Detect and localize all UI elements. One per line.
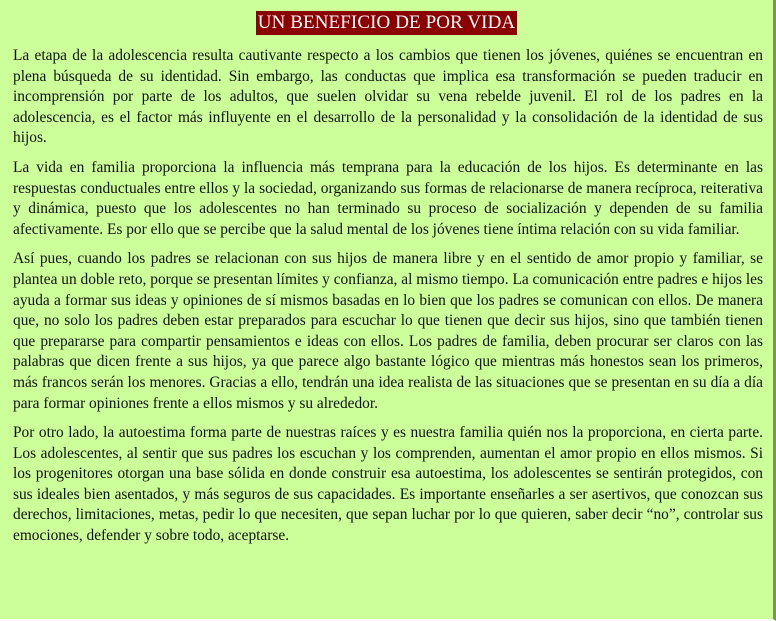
paragraph-4: Por otro lado, la autoestima forma parte de nuestras raíces y es nuestra familia quién nos la proporciona, en cierta parte. Los adolescentes, al sentir que sus padres los escuchan y los comprenden, aumentan el amor propio en ellos mismos. Si los progenitores otorgan una base sólida en donde construir esa autoestima, los adolescentes se sentirán protegidos, con sus ideales bien asentados, y más seguros de sus capacidades. Es importante enseñarles a ser asertivos, que conozcan sus derechos, limitaciones, metas, pedir lo que necesiten, que sepan luchar por lo que quieren, saber decir “no”, controlar sus emociones, defender y sobre todo, aceptarse. bbox=[13, 424, 763, 545]
paragraph-2: La vida en familia proporciona la influencia más temprana para la educación de los hijos. Es determinante en las respuestas conductuales entre ellos y la sociedad, organizando sus formas de relacionarse de manera recíproca, reiterativa y dinámica, puesto que los adolescentes no han terminado su proceso de socialización y dependen de su familia afectivamente. Es por ello que se percibe que la salud mental de los jóvenes tiene íntima relación con su vida familiar. bbox=[13, 158, 763, 238]
document-title: UN BENEFICIO DE POR VIDA bbox=[257, 12, 516, 33]
paragraph-3: Así pues, cuando los padres se relacionan con sus hijos de manera libre y en el sentido de amor propio y familiar, se plantea un doble reto, porque se presentan límites y confianza, al mismo tiempo. La comunicación entre padres e hijos les ayuda a formar sus ideas y opiniones de sí mismos basadas en lo bien que los padres se comunican con ellos. De manera que, no solo los padres deben estar preparados para escuchar lo que tienen que decir sus hijos, sino que también tienen que prepararse para compartir pensamientos e ideas con ellos. Los padres de familia, deben procurar ser claros con las palabras que dicen frente a sus hijos, ya que parece algo bastante lógico que mientras más honestos sean los primeros, más francos serán los menores. Gracias a ello, tendrán una idea realista de las situaciones que se presentan en su día a día para formar opiniones frente a ellos mismos y su alrededor. bbox=[13, 250, 763, 412]
document-body bbox=[13, 46, 763, 556]
title-container bbox=[0, 11, 773, 37]
paragraph-1: La etapa de la adolescencia resulta cautivante respecto a los cambios que tienen los jóvenes, quiénes se encuentran en plena búsqueda de su identidad. Sin embargo, las conductas que implica esa transformación se pueden traducir en incomprensión por parte de los adultos, que suelen olvidar su vena rebelde juvenil. El rol de los padres en la adolescencia, es el factor más influyente en el desarrollo de la personalidad y la consolidación de la identidad de sus hijos. bbox=[13, 47, 763, 147]
